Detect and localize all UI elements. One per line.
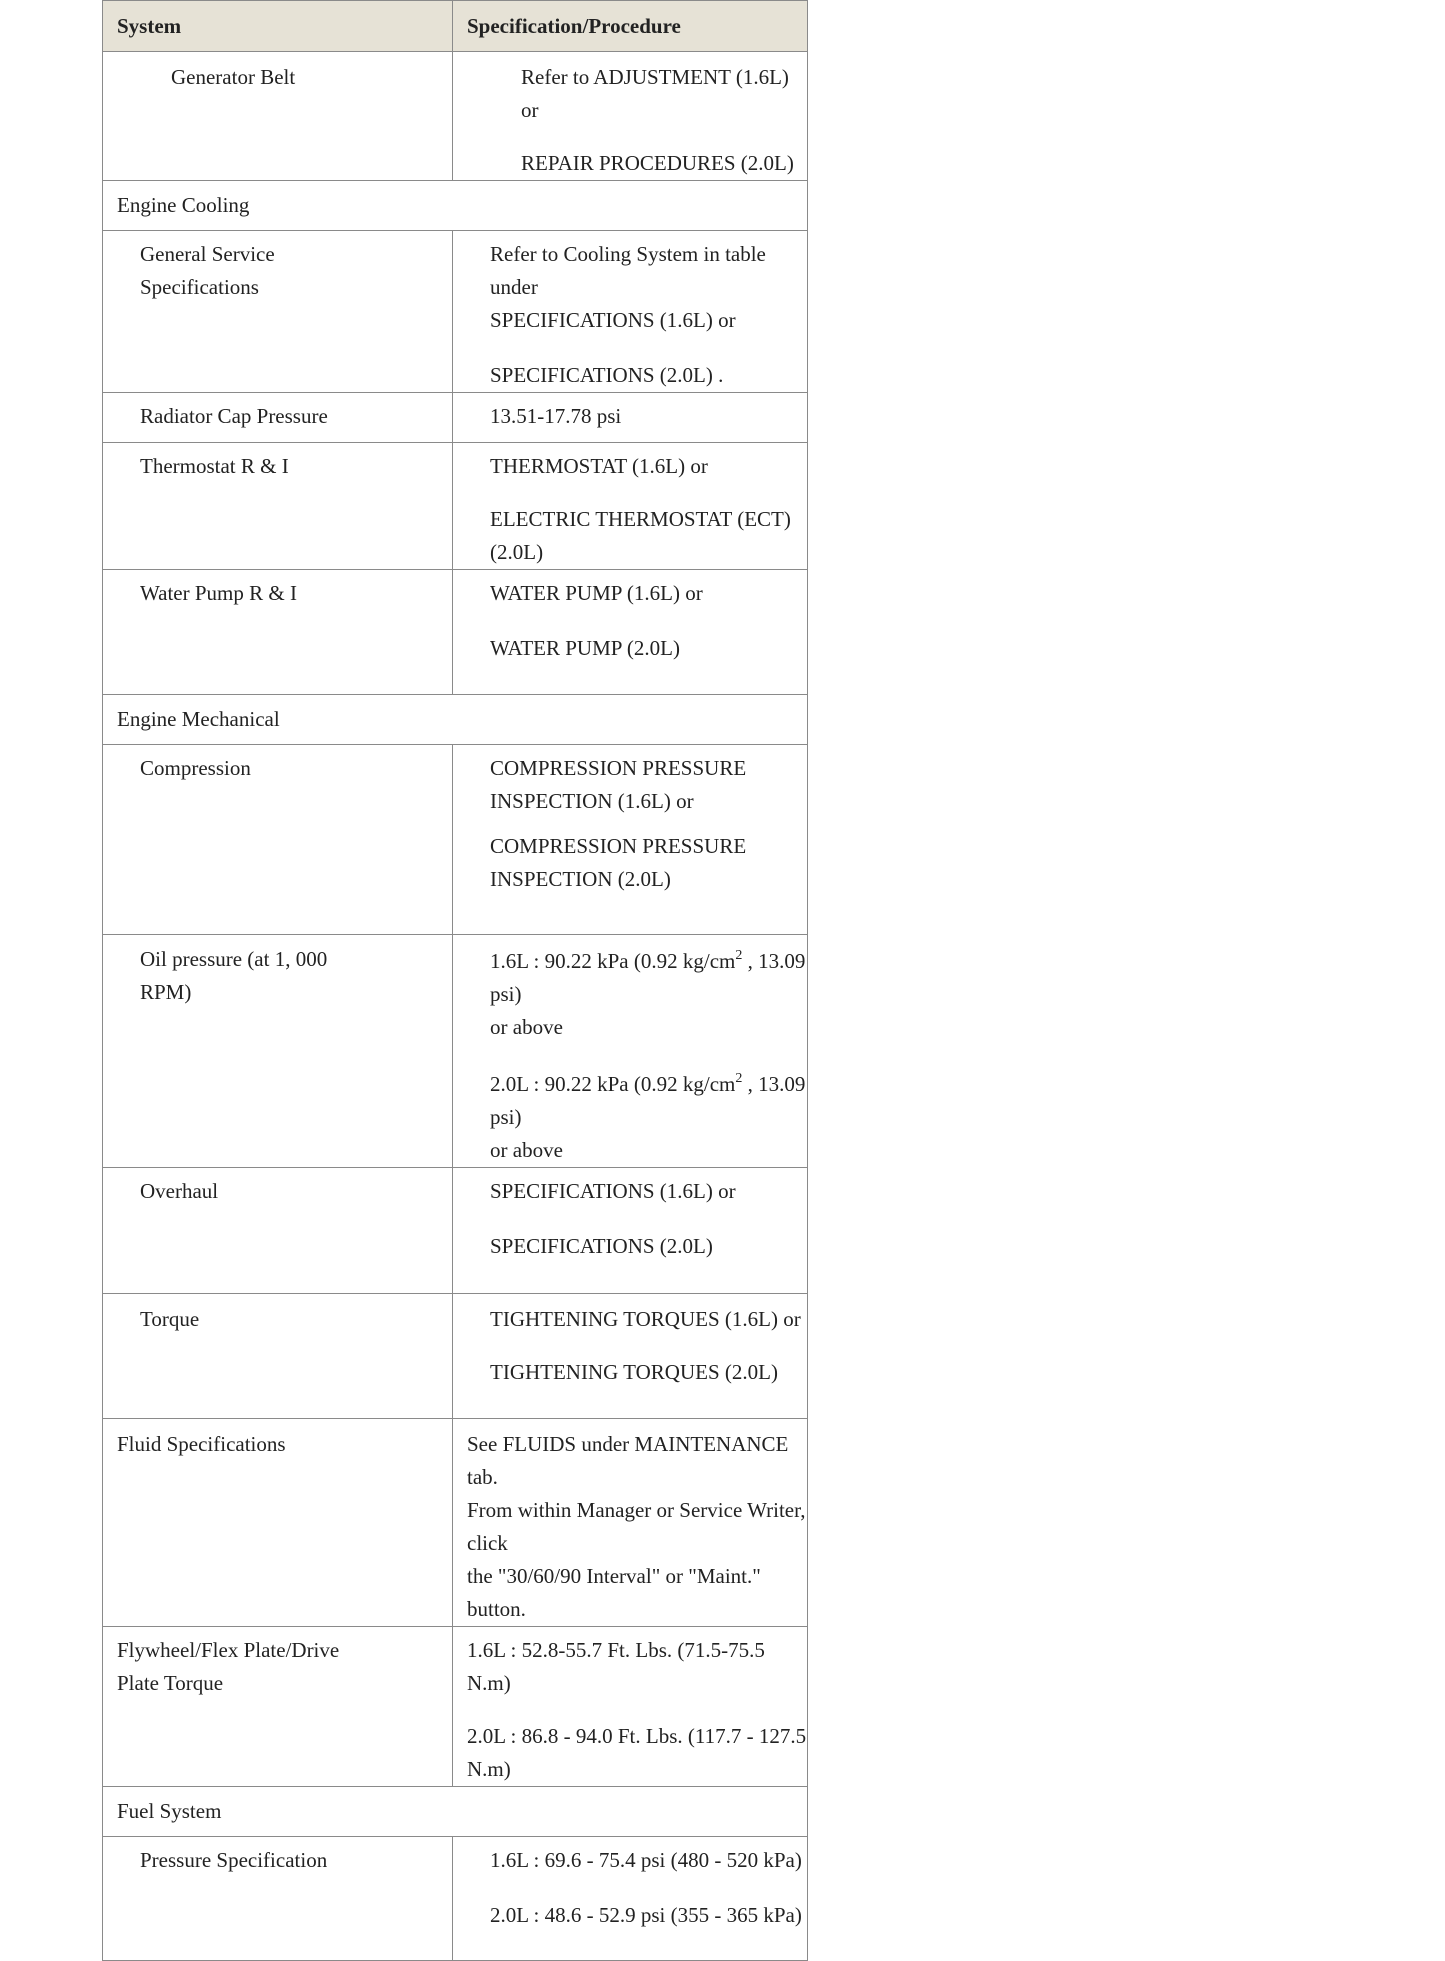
- table-row: [103, 393, 808, 443]
- row-label: Fluid Specifications: [103, 1419, 453, 1627]
- spec-text: 2.0L : 90.22 kPa (0.92 kg/cm: [490, 1072, 736, 1096]
- label-line: RPM): [140, 980, 192, 1004]
- superscript: 2: [735, 948, 743, 963]
- section-row: [103, 1787, 808, 1837]
- label-line: Plate Torque: [117, 1671, 224, 1695]
- table-row: [103, 1419, 808, 1627]
- row-value: [453, 935, 808, 1168]
- spec-line: Refer to Cooling System in table under: [490, 242, 766, 299]
- spec-line: COMPRESSION PRESSURE: [490, 756, 747, 780]
- row-label: [103, 935, 453, 1168]
- row-value: 13.51-17.78 psi: [453, 393, 808, 443]
- spec-line: WATER PUMP (1.6L) or: [490, 581, 703, 605]
- spec-line: See FLUIDS under MAINTENANCE tab.: [467, 1432, 789, 1489]
- spec-line: [490, 1068, 807, 1134]
- table-row: [103, 231, 808, 393]
- table-row: [103, 1168, 808, 1294]
- spec-line: INSPECTION (2.0L): [490, 867, 671, 891]
- spec-text: 1.6L : 90.22 kPa (0.92 kg/cm: [490, 949, 736, 973]
- spec-line: WATER PUMP (2.0L): [490, 636, 680, 660]
- row-label: Compression: [103, 745, 453, 935]
- row-value: [453, 1627, 808, 1787]
- label-line: Oil pressure (at 1, 000: [140, 947, 328, 971]
- row-label: Pressure Specification: [103, 1837, 453, 1961]
- spec-line: 1.6L : 52.8-55.7 Ft. Lbs. (71.5-75.5 N.m): [467, 1638, 765, 1695]
- table-row: [103, 570, 808, 695]
- header-system: System: [103, 1, 453, 52]
- row-value: [453, 1294, 808, 1419]
- spec-line: INSPECTION (1.6L) or: [490, 789, 694, 813]
- spec-line: [490, 945, 807, 1011]
- row-value: [453, 745, 808, 935]
- table-header-row: [103, 1, 808, 52]
- row-label: Radiator Cap Pressure: [103, 393, 453, 443]
- section-engine-cooling: Engine Cooling: [103, 181, 808, 231]
- table-row: [103, 745, 808, 935]
- table-row: [103, 935, 808, 1168]
- section-row: [103, 695, 808, 745]
- generator-belt-label: Generator Belt: [171, 65, 296, 89]
- spec-line: or above: [490, 1138, 563, 1162]
- spec-line: N.m): [467, 1757, 511, 1781]
- spec-line: COMPRESSION PRESSURE: [490, 834, 747, 858]
- spec-line: SPECIFICATIONS (2.0L): [490, 1234, 713, 1258]
- spec-text: , 13.09 psi): [490, 1072, 806, 1129]
- spec-line: ELECTRIC THERMOSTAT (ECT) (2.0L): [490, 507, 791, 564]
- superscript: 2: [735, 1071, 743, 1086]
- row-label: Overhaul: [103, 1168, 453, 1294]
- row-label: [103, 52, 453, 181]
- row-value: [453, 231, 808, 393]
- table-row: [103, 443, 808, 570]
- row-value: [453, 52, 808, 181]
- label-line: Flywheel/Flex Plate/Drive: [117, 1638, 340, 1662]
- spec-line: TIGHTENING TORQUES (1.6L) or: [490, 1307, 801, 1331]
- spec-line: 1.6L : 69.6 - 75.4 psi (480 - 520 kPa): [490, 1848, 802, 1872]
- row-label: Thermostat R & I: [103, 443, 453, 570]
- row-value: [453, 443, 808, 570]
- spec-line: Refer to ADJUSTMENT (1.6L) or: [521, 65, 789, 122]
- table-row: [103, 52, 808, 181]
- spec-text: , 13.09 psi): [490, 949, 806, 1006]
- spec-line: 2.0L : 48.6 - 52.9 psi (355 - 365 kPa): [490, 1903, 802, 1927]
- row-value: [453, 570, 808, 695]
- row-label: Torque: [103, 1294, 453, 1419]
- spec-line: or above: [490, 1015, 563, 1039]
- spec-line: the "30/60/90 Interval" or "Maint." button.: [467, 1564, 761, 1621]
- spec-line: TIGHTENING TORQUES (2.0L): [490, 1360, 778, 1384]
- row-label: [103, 231, 453, 393]
- section-engine-mechanical: Engine Mechanical: [103, 695, 808, 745]
- row-label: [103, 1627, 453, 1787]
- header-spec: Specification/Procedure: [453, 1, 808, 52]
- section-fuel-system: Fuel System: [103, 1787, 808, 1837]
- spec-table: [102, 0, 808, 1961]
- table-row: [103, 1837, 808, 1961]
- spec-line: 2.0L : 86.8 - 94.0 Ft. Lbs. (117.7 - 127.5: [467, 1724, 807, 1748]
- spec-line: THERMOSTAT (1.6L) or: [490, 454, 708, 478]
- spec-line: SPECIFICATIONS (1.6L) or: [490, 1179, 736, 1203]
- spec-line: From within Manager or Service Writer, click: [467, 1498, 806, 1555]
- spec-line: SPECIFICATIONS (1.6L) or: [490, 308, 736, 332]
- table-row: [103, 1294, 808, 1419]
- row-value: [453, 1837, 808, 1961]
- row-value: [453, 1168, 808, 1294]
- section-row: [103, 181, 808, 231]
- row-label: Water Pump R & I: [103, 570, 453, 695]
- spec-line: SPECIFICATIONS (2.0L) .: [490, 363, 724, 387]
- label-line: General Service: [140, 242, 275, 266]
- table-row: [103, 1627, 808, 1787]
- label-line: Specifications: [140, 275, 259, 299]
- spec-line: REPAIR PROCEDURES (2.0L): [521, 151, 794, 175]
- row-value: [453, 1419, 808, 1627]
